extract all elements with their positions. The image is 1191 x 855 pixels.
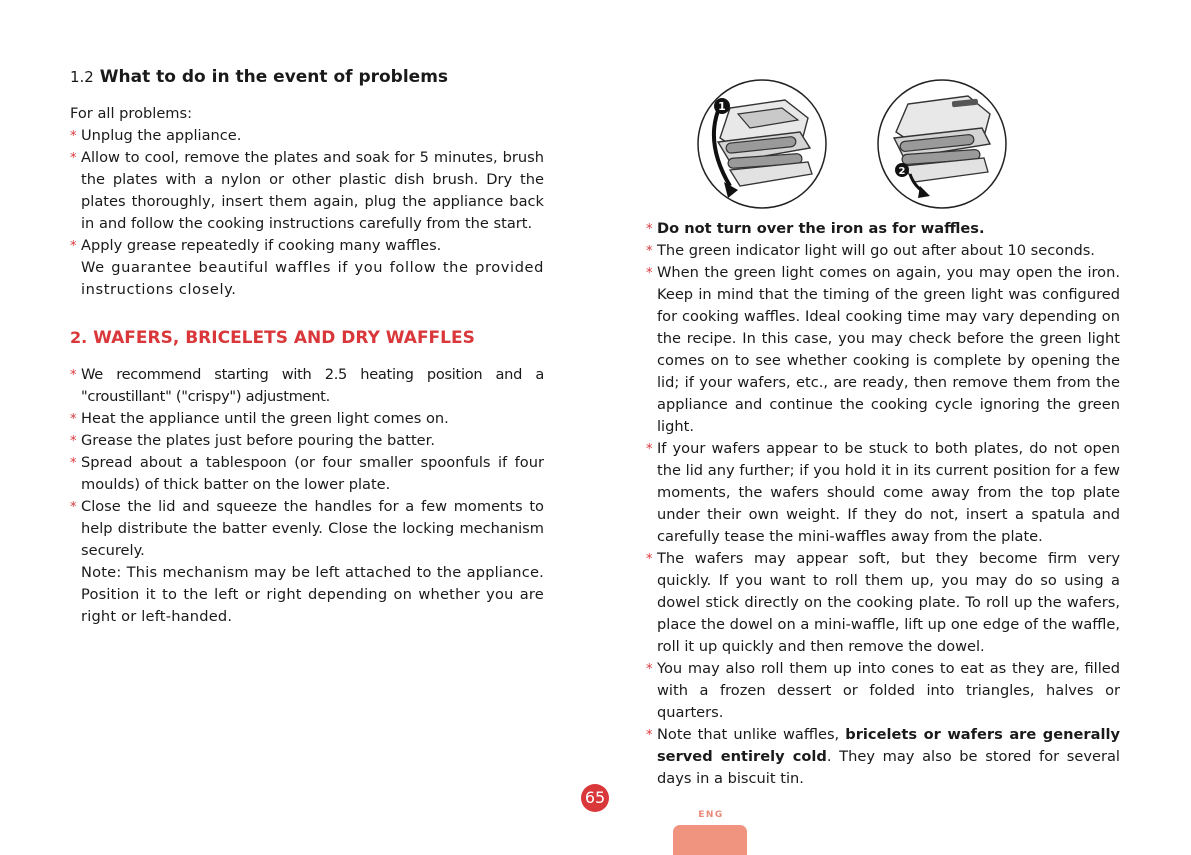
asterisk-bullet-icon: *	[70, 434, 77, 449]
problems-intro: For all problems:	[70, 105, 193, 122]
bold-emphasis: bricelets or wafers are generally served entirely cold	[657, 726, 1120, 765]
list-item-text: When the green light comes on again, you may open the iron. Keep in mind that the timing of the green light was configured for cooking waffles. Ideal cooking time may vary depending on the recipe. In this case, you may check before the green light comes on to see whether cooking is complete by opening the lid; if your wafers, etc., are ready, then remove them from the appliance and continue the cooking cycle ignoring the green light.	[657, 264, 1120, 435]
section-number: 2.	[70, 328, 88, 347]
asterisk-bullet-icon: *	[646, 222, 653, 237]
problems-list	[70, 125, 544, 257]
asterisk-bullet-icon: *	[70, 412, 77, 427]
right-column	[646, 218, 1120, 790]
section-title-text: What to do in the event of problems	[99, 67, 449, 87]
list-item	[646, 724, 1120, 790]
list-item-text: Unplug the appliance.	[81, 127, 242, 144]
list-item	[646, 262, 1120, 438]
list-item-text: You may also roll them up into cones to eat as they are, filled with a frozen dessert or folded into triangles, halves or quarters.	[657, 660, 1120, 721]
list-item-text: Apply grease repeatedly if cooking many waffles.	[81, 237, 442, 254]
asterisk-bullet-icon: *	[70, 239, 77, 254]
asterisk-bullet-icon: *	[646, 442, 653, 457]
list-item-text: Heat the appliance until the green light comes on.	[81, 410, 449, 427]
list-item	[70, 364, 544, 408]
list-item	[646, 548, 1120, 658]
list-item	[70, 496, 544, 562]
section-number: 1.2	[70, 68, 94, 86]
list-item-text: We recommend starting with 2.5 heating position and a "croustillant" ("crispy") adjustment.	[81, 366, 544, 405]
list-item	[70, 235, 544, 257]
section-title-text: WAFERS, BRICELETS AND DRY WAFFLES	[93, 328, 475, 348]
language-label: ENG	[698, 810, 724, 820]
list-item-text: Close the lid and squeeze the handles for a few moments to help distribute the batter evenly. Close the locking mechanism securely.	[81, 498, 544, 559]
asterisk-bullet-icon: *	[646, 728, 653, 743]
page-number-badge: 65	[581, 784, 609, 812]
list-item-text: Note that unlike waffles,	[657, 726, 846, 743]
figure-step-1	[698, 80, 826, 208]
section-title-problems	[70, 62, 544, 92]
list-item	[646, 218, 1120, 240]
asterisk-bullet-icon: *	[70, 368, 77, 383]
locking-note: Note: This mechanism may be left attached to the appliance. Position it to the left or right depending on whether you are right or left-handed.	[81, 564, 544, 625]
list-item-text: Do not turn over the iron as for waffles.	[657, 220, 985, 237]
list-item	[70, 147, 544, 235]
list-item-text: If your wafers appear to be stuck to both plates, do not open the lid any further; if you hold it in its current position for a few moments, the wafers should come away from the top plate under their own weight. If they do not, insert a spatula and carefully tease the mini-waffles away from the plate.	[657, 440, 1120, 545]
list-item	[70, 430, 544, 452]
step-2-label: 2	[898, 166, 906, 177]
list-item	[70, 452, 544, 496]
language-tab	[673, 825, 747, 855]
step-1-label: 1	[718, 100, 726, 113]
asterisk-bullet-icon: *	[646, 552, 653, 567]
list-item	[70, 408, 544, 430]
asterisk-bullet-icon: *	[646, 244, 653, 259]
list-item-text: . They may also be stored for several days in a biscuit tin.	[657, 748, 1120, 787]
list-item-text: The green indicator light will go out after about 10 seconds.	[657, 242, 1095, 259]
asterisk-bullet-icon: *	[70, 456, 77, 471]
list-item	[646, 438, 1120, 548]
wafers-list	[70, 364, 544, 562]
list-item	[70, 125, 544, 147]
waffle-iron-figures	[690, 78, 1020, 210]
figure-step-2	[878, 80, 1006, 208]
asterisk-bullet-icon: *	[70, 129, 77, 144]
list-item-text: Allow to cool, remove the plates and soak for 5 minutes, brush the plates with a nylon or other plastic dish brush. Dry the plates thoroughly, insert them again, plug the appliance back in and follow the cooking instructions carefully from the start.	[81, 149, 544, 232]
list-item-text: Spread about a tablespoon (or four smaller spoonfuls if four moulds) of thick batter on the lower plate.	[81, 454, 544, 493]
wafers-instructions-list	[646, 218, 1120, 790]
list-item	[646, 240, 1120, 262]
list-item-text: Grease the plates just before pouring the batter.	[81, 432, 435, 449]
asterisk-bullet-icon: *	[70, 500, 77, 515]
section-title-wafers	[70, 323, 544, 353]
list-item-text: The wafers may appear soft, but they become firm very quickly. If you want to roll them up, you may do so using a dowel stick directly on the cooking plate. To roll up the wafers, place the dowel on a mini-waffle, lift up one edge of the waffle, roll it up quickly and then remove the dowel.	[657, 550, 1120, 655]
list-item	[646, 658, 1120, 724]
guarantee-text: We guarantee beautiful waffles if you follow the provided instructions closely.	[81, 259, 544, 298]
asterisk-bullet-icon: *	[646, 266, 653, 281]
asterisk-bullet-icon: *	[646, 662, 653, 677]
left-column	[70, 62, 544, 628]
asterisk-bullet-icon: *	[70, 151, 77, 166]
